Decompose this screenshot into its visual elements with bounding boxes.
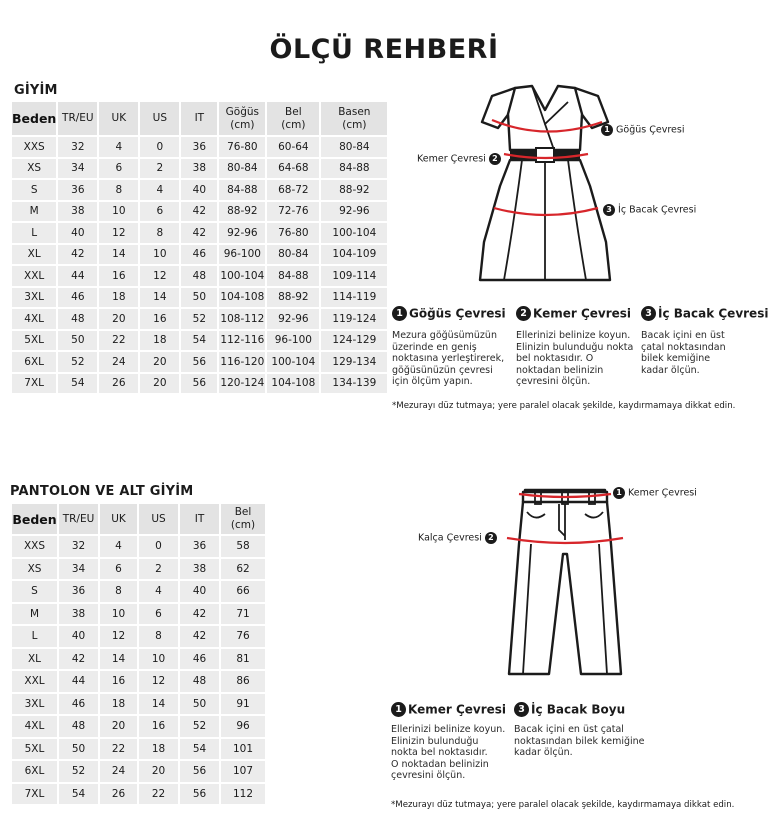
table-row: [12, 137, 387, 157]
callout-ic-bacak: 3 İç Bacak Çevresi: [603, 204, 696, 216]
table-cell: 40: [59, 626, 98, 647]
table-cell: 50: [58, 331, 97, 351]
size-cell: XXS: [12, 137, 56, 157]
size-cell: 7XL: [12, 784, 57, 805]
table-cell: 134-139: [321, 374, 387, 394]
table-cell: 92-96: [267, 309, 319, 329]
table-row: [12, 159, 387, 179]
size-cell: 5XL: [12, 331, 56, 351]
table-cell: 84-88: [321, 159, 387, 179]
table-cell: 48: [59, 716, 98, 737]
table-row: [12, 604, 265, 625]
table-cell: 16: [99, 266, 138, 286]
table-cell: 66: [221, 581, 265, 602]
table-cell: 6: [140, 202, 179, 222]
table-cell: 116-120: [219, 352, 265, 372]
table-cell: 20: [140, 352, 179, 372]
table-cell: 16: [139, 716, 178, 737]
header-cell: Göğüs (cm): [219, 102, 265, 135]
size-table-giyim: [10, 100, 389, 395]
table-cell: 96: [221, 716, 265, 737]
table-cell: 54: [181, 331, 217, 351]
table-cell: 24: [100, 761, 137, 782]
size-cell: M: [12, 604, 57, 625]
table-cell: 24: [99, 352, 138, 372]
table-cell: 20: [140, 374, 179, 394]
size-cell: 6XL: [12, 761, 57, 782]
header-row: [12, 102, 387, 135]
table-cell: 80-84: [321, 137, 387, 157]
table-row: [12, 694, 265, 715]
table-cell: 14: [140, 288, 179, 308]
table-cell: 0: [139, 536, 178, 557]
table-cell: 44: [58, 266, 97, 286]
info-block-gogus: 1 Göğüs Çevresi Mezura göğüsümüzün üzerinde en geniş noktasına yerleştirerek, göğüsünüzün çevresi için ölçüm yapın.: [392, 306, 506, 387]
table-cell: 42: [181, 202, 217, 222]
table-row: [12, 649, 265, 670]
table-cell: 84-88: [219, 180, 265, 200]
table-cell: 92-96: [219, 223, 265, 243]
table-cell: 42: [59, 649, 98, 670]
table-cell: 8: [100, 581, 137, 602]
table-cell: 18: [139, 739, 178, 760]
table-cell: 62: [221, 559, 265, 580]
table-cell: 120-124: [219, 374, 265, 394]
size-cell: XS: [12, 159, 56, 179]
table-cell: 76: [221, 626, 265, 647]
table-cell: 76-80: [267, 223, 319, 243]
table-cell: 12: [100, 626, 137, 647]
table-cell: 32: [59, 536, 98, 557]
table-cell: 46: [180, 649, 219, 670]
table-cell: 46: [181, 245, 217, 265]
table-cell: 52: [180, 716, 219, 737]
table-cell: 54: [59, 784, 98, 805]
table-row: [12, 536, 265, 557]
table-cell: 114-119: [321, 288, 387, 308]
table-cell: 88-92: [267, 288, 319, 308]
table-cell: 34: [59, 559, 98, 580]
table-cell: 38: [58, 202, 97, 222]
table-cell: 129-134: [321, 352, 387, 372]
header-cell: TR/EU: [58, 102, 97, 135]
table-cell: 36: [58, 180, 97, 200]
table-cell: 44: [59, 671, 98, 692]
table-cell: 18: [99, 288, 138, 308]
table-cell: 32: [58, 137, 97, 157]
table-row: [12, 739, 265, 760]
header-cell: UK: [99, 102, 138, 135]
table-cell: 80-84: [219, 159, 265, 179]
table-cell: 72-76: [267, 202, 319, 222]
header-row: [12, 504, 265, 534]
table-cell: 26: [99, 374, 138, 394]
info-block-ic-bacak: 3 İç Bacak Çevresi Bacak içini en üst çatal noktasından bilek kemiğine kadar ölçün.: [641, 306, 768, 376]
table-cell: 54: [58, 374, 97, 394]
table-cell: 76-80: [219, 137, 265, 157]
table-cell: 48: [58, 309, 97, 329]
table-cell: 36: [59, 581, 98, 602]
size-cell: XL: [12, 245, 56, 265]
table-cell: 92-96: [321, 202, 387, 222]
table-row: [12, 202, 387, 222]
table-cell: 8: [140, 223, 179, 243]
table-cell: 48: [180, 671, 219, 692]
table-cell: 26: [100, 784, 137, 805]
table-cell: 16: [140, 309, 179, 329]
table-row: [12, 288, 387, 308]
callout-gogus: 1 Göğüs Çevresi: [601, 124, 684, 136]
table-row: [12, 266, 387, 286]
table-cell: 10: [99, 202, 138, 222]
callout-kemer: Kemer Çevresi 2: [417, 153, 501, 165]
table-cell: 81: [221, 649, 265, 670]
number-badge: 2: [516, 306, 531, 321]
table-cell: 109-114: [321, 266, 387, 286]
table-cell: 2: [140, 159, 179, 179]
table-cell: 48: [181, 266, 217, 286]
callout-kemer-pantolon: 1 Kemer Çevresi: [613, 487, 697, 499]
table-cell: 68-72: [267, 180, 319, 200]
table-row: [12, 309, 387, 329]
number-badge: 3: [641, 306, 656, 321]
table-cell: 38: [59, 604, 98, 625]
size-cell: 3XL: [12, 288, 56, 308]
table-row: [12, 180, 387, 200]
table-cell: 12: [140, 266, 179, 286]
table-cell: 18: [140, 331, 179, 351]
table-cell: 42: [181, 223, 217, 243]
table-cell: 4: [140, 180, 179, 200]
table-cell: 42: [180, 604, 219, 625]
table-cell: 96-100: [219, 245, 265, 265]
table-cell: 104-108: [219, 288, 265, 308]
table-cell: 36: [181, 137, 217, 157]
table-cell: 124-129: [321, 331, 387, 351]
size-cell: XL: [12, 649, 57, 670]
header-cell: Bel (cm): [221, 504, 265, 534]
size-cell: S: [12, 581, 57, 602]
table-row: [12, 352, 387, 372]
trousers-illustration-icon: [495, 484, 635, 680]
table-cell: 100-104: [219, 266, 265, 286]
table-cell: 8: [139, 626, 178, 647]
table-cell: 38: [181, 159, 217, 179]
table-cell: 50: [180, 694, 219, 715]
table-cell: 112-116: [219, 331, 265, 351]
table-row: [12, 223, 387, 243]
header-cell: Beden: [12, 504, 57, 534]
size-cell: S: [12, 180, 56, 200]
table-cell: 101: [221, 739, 265, 760]
table-cell: 40: [58, 223, 97, 243]
table-cell: 6: [99, 159, 138, 179]
table-cell: 20: [139, 761, 178, 782]
size-cell: 6XL: [12, 352, 56, 372]
info-block-ic-bacak-boyu: 3 İç Bacak Boyu Bacak içini en üst çatal noktasından bilek kemiğine kadar ölçün.: [514, 702, 645, 758]
header-cell: US: [140, 102, 179, 135]
table-cell: 20: [100, 716, 137, 737]
table-cell: 104-108: [267, 374, 319, 394]
table-cell: 52: [181, 309, 217, 329]
table-cell: 88-92: [321, 180, 387, 200]
section-title-pantolon: PANTOLON VE ALT GİYİM: [10, 484, 194, 499]
size-cell: XXL: [12, 266, 56, 286]
callout-kalca: Kalça Çevresi 2: [418, 532, 497, 544]
size-table-pantolon: [10, 502, 267, 806]
table-cell: 60-64: [267, 137, 319, 157]
table-cell: 52: [59, 761, 98, 782]
table-row: [12, 626, 265, 647]
table-cell: 46: [58, 288, 97, 308]
size-cell: 7XL: [12, 374, 56, 394]
table-cell: 14: [139, 694, 178, 715]
size-cell: 3XL: [12, 694, 57, 715]
table-cell: 71: [221, 604, 265, 625]
table-cell: 14: [100, 649, 137, 670]
dress-illustration-icon: [470, 82, 620, 294]
header-cell: IT: [180, 504, 219, 534]
measure-note-pantolon: *Mezurayı düz tutmaya; yere paralel olacak şekilde, kaydırmamaya dikkat edin.: [391, 800, 735, 810]
table-cell: 119-124: [321, 309, 387, 329]
table-row: [12, 245, 387, 265]
size-cell: XXL: [12, 671, 57, 692]
table-cell: 108-112: [219, 309, 265, 329]
header-cell: Bel (cm): [267, 102, 319, 135]
table-cell: 22: [100, 739, 137, 760]
table-cell: 4: [99, 137, 138, 157]
table-cell: 12: [139, 671, 178, 692]
table-cell: 64-68: [267, 159, 319, 179]
table-cell: 16: [100, 671, 137, 692]
table-cell: 22: [139, 784, 178, 805]
table-row: [12, 374, 387, 394]
table-cell: 10: [100, 604, 137, 625]
table-cell: 40: [181, 180, 217, 200]
table-cell: 80-84: [267, 245, 319, 265]
section-title-giyim: GİYİM: [14, 83, 58, 98]
header-cell: US: [139, 504, 178, 534]
table-row: [12, 784, 265, 805]
table-cell: 42: [58, 245, 97, 265]
header-cell: TR/EU: [59, 504, 98, 534]
table-cell: 12: [99, 223, 138, 243]
size-cell: L: [12, 223, 56, 243]
table-cell: 0: [140, 137, 179, 157]
table-cell: 56: [180, 784, 219, 805]
table-cell: 38: [180, 559, 219, 580]
table-cell: 2: [139, 559, 178, 580]
table-cell: 88-92: [219, 202, 265, 222]
table-cell: 100-104: [321, 223, 387, 243]
table-cell: 56: [181, 352, 217, 372]
table-cell: 14: [99, 245, 138, 265]
table-row: [12, 559, 265, 580]
header-cell: UK: [100, 504, 137, 534]
table-cell: 18: [100, 694, 137, 715]
table-cell: 6: [100, 559, 137, 580]
table-cell: 22: [99, 331, 138, 351]
table-cell: 100-104: [267, 352, 319, 372]
table-cell: 58: [221, 536, 265, 557]
table-cell: 8: [99, 180, 138, 200]
table-cell: 20: [99, 309, 138, 329]
header-cell: Basen (cm): [321, 102, 387, 135]
number-badge: 1: [392, 306, 407, 321]
size-cell: 5XL: [12, 739, 57, 760]
info-block-kemer: 2 Kemer Çevresi Ellerinizi belinize koyun. Elinizin bulunduğu nokta bel noktasıdır. O noktadan belinizin çevresini ölçün.: [516, 306, 634, 387]
number-badge: 3: [514, 702, 529, 717]
size-cell: L: [12, 626, 57, 647]
table-cell: 50: [181, 288, 217, 308]
size-cell: 4XL: [12, 309, 56, 329]
measure-note-giyim: *Mezurayı düz tutmaya; yere paralel olacak şekilde, kaydırmamaya dikkat edin.: [392, 401, 736, 411]
table-cell: 104-109: [321, 245, 387, 265]
table-cell: 6: [139, 604, 178, 625]
size-cell: 4XL: [12, 716, 57, 737]
table-row: [12, 581, 265, 602]
table-cell: 36: [180, 536, 219, 557]
table-cell: 4: [139, 581, 178, 602]
table-cell: 10: [139, 649, 178, 670]
table-row: [12, 331, 387, 351]
table-cell: 54: [180, 739, 219, 760]
table-cell: 42: [180, 626, 219, 647]
header-cell: IT: [181, 102, 217, 135]
table-cell: 86: [221, 671, 265, 692]
table-row: [12, 716, 265, 737]
table-cell: 56: [181, 374, 217, 394]
page-title: ÖLÇÜ REHBERİ: [269, 34, 499, 65]
table-cell: 34: [58, 159, 97, 179]
table-cell: 4: [100, 536, 137, 557]
table-cell: 40: [180, 581, 219, 602]
table-row: [12, 761, 265, 782]
table-cell: 52: [58, 352, 97, 372]
table-cell: 91: [221, 694, 265, 715]
size-cell: XXS: [12, 536, 57, 557]
table-cell: 96-100: [267, 331, 319, 351]
table-cell: 50: [59, 739, 98, 760]
table-cell: 10: [140, 245, 179, 265]
table-cell: 46: [59, 694, 98, 715]
table-cell: 84-88: [267, 266, 319, 286]
table-cell: 56: [180, 761, 219, 782]
table-cell: 107: [221, 761, 265, 782]
table-row: [12, 671, 265, 692]
info-block-kemer-pantolon: 1 Kemer Çevresi Ellerinizi belinize koyun. Elinizin bulunduğu nokta bel noktasıdır. O noktadan belinizin çevresini ölçün.: [391, 702, 507, 781]
header-cell: Beden: [12, 102, 56, 135]
size-cell: XS: [12, 559, 57, 580]
number-badge: 1: [391, 702, 406, 717]
size-cell: M: [12, 202, 56, 222]
table-cell: 112: [221, 784, 265, 805]
